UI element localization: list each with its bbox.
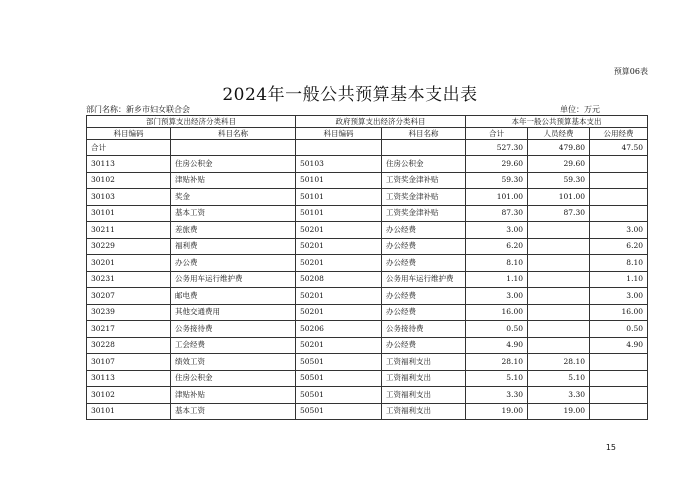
table-row: [87, 271, 648, 288]
cell-name-2: 工资奖金津补贴: [382, 205, 466, 222]
cell-name-1: 工会经费: [171, 337, 296, 354]
cell-code-2: 50101: [296, 189, 382, 206]
cell-total: 3.00: [466, 288, 528, 305]
cell-code-1: 30102: [87, 172, 171, 189]
cell-code-1: 30217: [87, 321, 171, 338]
total-empty-cell: [296, 140, 382, 156]
cell-name-1: 绩效工资: [171, 354, 296, 371]
header-public: 公用经费: [590, 128, 648, 140]
table-row: [87, 387, 648, 404]
page-number: 15: [605, 443, 616, 452]
cell-code-2: 50201: [296, 337, 382, 354]
cell-code-1: 30229: [87, 238, 171, 255]
cell-code-1: 30207: [87, 288, 171, 305]
cell-total: 28.10: [466, 354, 528, 371]
cell-code-1: 30228: [87, 337, 171, 354]
table-row: [87, 255, 648, 272]
total-row: [87, 140, 648, 156]
cell-total: 59.30: [466, 172, 528, 189]
cell-code-1: 30101: [87, 205, 171, 222]
cell-code-2: 50501: [296, 387, 382, 404]
cell-code-2: 50206: [296, 321, 382, 338]
cell-public: 3.00: [590, 288, 648, 305]
cell-code-1: 30113: [87, 156, 171, 173]
cell-personnel: 5.10: [528, 370, 590, 387]
header-code-2: 科目编码: [296, 128, 382, 140]
header-column-row: [87, 128, 648, 140]
total-empty-cell: [382, 140, 466, 156]
cell-personnel: 87.30: [528, 205, 590, 222]
cell-total: 16.00: [466, 304, 528, 321]
cell-total: 1.10: [466, 271, 528, 288]
cell-personnel: 3.30: [528, 387, 590, 404]
cell-code-1: 30103: [87, 189, 171, 206]
cell-name-2: 工资奖金津补贴: [382, 172, 466, 189]
cell-name-2: 工资福利支出: [382, 387, 466, 404]
table-row: [87, 403, 648, 420]
cell-personnel: [528, 222, 590, 239]
cell-public: [590, 354, 648, 371]
cell-name-1: 公务用车运行维护费: [171, 271, 296, 288]
cell-personnel: [528, 337, 590, 354]
cell-name-2: 办公经费: [382, 288, 466, 305]
cell-personnel: 59.30: [528, 172, 590, 189]
cell-public: [590, 172, 648, 189]
cell-public: [590, 205, 648, 222]
header-total: 合计: [466, 128, 528, 140]
cell-name-2: 公务用车运行维护费: [382, 271, 466, 288]
cell-name-1: 基本工资: [171, 403, 296, 420]
cell-public: 4.90: [590, 337, 648, 354]
cell-personnel: 101.00: [528, 189, 590, 206]
cell-code-2: 50501: [296, 354, 382, 371]
cell-public: 0.50: [590, 321, 648, 338]
cell-personnel: [528, 238, 590, 255]
cell-code-2: 50201: [296, 304, 382, 321]
cell-total: 6.20: [466, 238, 528, 255]
cell-code-2: 50103: [296, 156, 382, 173]
cell-name-2: 工资福利支出: [382, 403, 466, 420]
table-row: [87, 370, 648, 387]
cell-public: [590, 370, 648, 387]
cell-name-1: 津贴补贴: [171, 172, 296, 189]
cell-total: 87.30: [466, 205, 528, 222]
cell-code-1: 30113: [87, 370, 171, 387]
cell-code-2: 50201: [296, 238, 382, 255]
cell-code-2: 50201: [296, 222, 382, 239]
cell-code-2: 50501: [296, 370, 382, 387]
table-row: [87, 288, 648, 305]
budget-table: [86, 115, 648, 420]
cell-personnel: [528, 288, 590, 305]
cell-name-1: 邮电费: [171, 288, 296, 305]
form-number-label: 预算06表: [613, 67, 648, 76]
header-group-government: 政府预算支出经济分类科目: [296, 116, 466, 128]
cell-public: [590, 156, 648, 173]
table-row: [87, 304, 648, 321]
table-row: [87, 205, 648, 222]
header-personnel: 人员经费: [528, 128, 590, 140]
total-empty-cell: [171, 140, 296, 156]
cell-name-1: 其他交通费用: [171, 304, 296, 321]
cell-public: 6.20: [590, 238, 648, 255]
table-row: [87, 172, 648, 189]
cell-code-2: 50101: [296, 205, 382, 222]
table-row: [87, 222, 648, 239]
cell-name-1: 奖金: [171, 189, 296, 206]
cell-name-2: 办公经费: [382, 238, 466, 255]
cell-personnel: 29.60: [528, 156, 590, 173]
cell-name-1: 住房公积金: [171, 370, 296, 387]
cell-name-2: 办公经费: [382, 255, 466, 272]
cell-code-1: 30231: [87, 271, 171, 288]
table-row: [87, 156, 648, 173]
cell-name-1: 办公费: [171, 255, 296, 272]
cell-total: 5.10: [466, 370, 528, 387]
cell-code-2: 50101: [296, 172, 382, 189]
cell-name-2: 办公经费: [382, 337, 466, 354]
cell-name-1: 津贴补贴: [171, 387, 296, 404]
cell-public: [590, 189, 648, 206]
cell-code-1: 30201: [87, 255, 171, 272]
cell-total: 19.00: [466, 403, 528, 420]
cell-name-2: 工资福利支出: [382, 354, 466, 371]
cell-code-1: 30101: [87, 403, 171, 420]
total-personnel: 479.80: [528, 140, 590, 156]
cell-public: 8.10: [590, 255, 648, 272]
header-code-1: 科目编码: [87, 128, 171, 140]
cell-code-2: 50501: [296, 403, 382, 420]
cell-personnel: [528, 255, 590, 272]
cell-personnel: [528, 271, 590, 288]
cell-public: 1.10: [590, 271, 648, 288]
table-row: [87, 321, 648, 338]
department-name: 部门名称：新乡市妇女联合会: [86, 105, 190, 114]
cell-code-1: 30107: [87, 354, 171, 371]
cell-name-2: 办公经费: [382, 222, 466, 239]
header-group-row: [87, 116, 648, 128]
cell-name-2: 工资福利支出: [382, 370, 466, 387]
cell-public: 16.00: [590, 304, 648, 321]
cell-name-1: 住房公积金: [171, 156, 296, 173]
cell-code-1: 30211: [87, 222, 171, 239]
header-group-department: 部门预算支出经济分类科目: [87, 116, 296, 128]
cell-name-1: 基本工资: [171, 205, 296, 222]
cell-code-1: 30239: [87, 304, 171, 321]
cell-public: [590, 387, 648, 404]
cell-public: [590, 403, 648, 420]
cell-personnel: [528, 304, 590, 321]
header-name-1: 科目名称: [171, 128, 296, 140]
cell-name-2: 公务接待费: [382, 321, 466, 338]
page-title: 2024年一般公共预算基本支出表: [222, 85, 478, 105]
cell-name-1: 公务接待费: [171, 321, 296, 338]
table-row: [87, 189, 648, 206]
cell-name-2: 住房公积金: [382, 156, 466, 173]
header-group-expenditure: 本年一般公共预算基本支出: [466, 116, 648, 128]
table-row: [87, 354, 648, 371]
header-name-2: 科目名称: [382, 128, 466, 140]
cell-total: 3.30: [466, 387, 528, 404]
cell-personnel: 19.00: [528, 403, 590, 420]
table-row: [87, 337, 648, 354]
cell-personnel: [528, 321, 590, 338]
unit-label: 单位：万元: [560, 105, 600, 114]
cell-name-1: 差旅费: [171, 222, 296, 239]
cell-total: 3.00: [466, 222, 528, 239]
cell-code-2: 50208: [296, 271, 382, 288]
cell-total: 4.90: [466, 337, 528, 354]
table-row: [87, 238, 648, 255]
cell-code-2: 50201: [296, 288, 382, 305]
cell-name-1: 福利费: [171, 238, 296, 255]
cell-total: 101.00: [466, 189, 528, 206]
cell-code-1: 30102: [87, 387, 171, 404]
cell-total: 8.10: [466, 255, 528, 272]
cell-total: 29.60: [466, 156, 528, 173]
cell-name-2: 办公经费: [382, 304, 466, 321]
cell-public: 3.00: [590, 222, 648, 239]
cell-personnel: 28.10: [528, 354, 590, 371]
cell-code-2: 50201: [296, 255, 382, 272]
cell-total: 0.50: [466, 321, 528, 338]
total-label: 合计: [87, 140, 171, 156]
cell-name-2: 工资奖金津补贴: [382, 189, 466, 206]
total-amount: 527.30: [466, 140, 528, 156]
total-public: 47.50: [590, 140, 648, 156]
